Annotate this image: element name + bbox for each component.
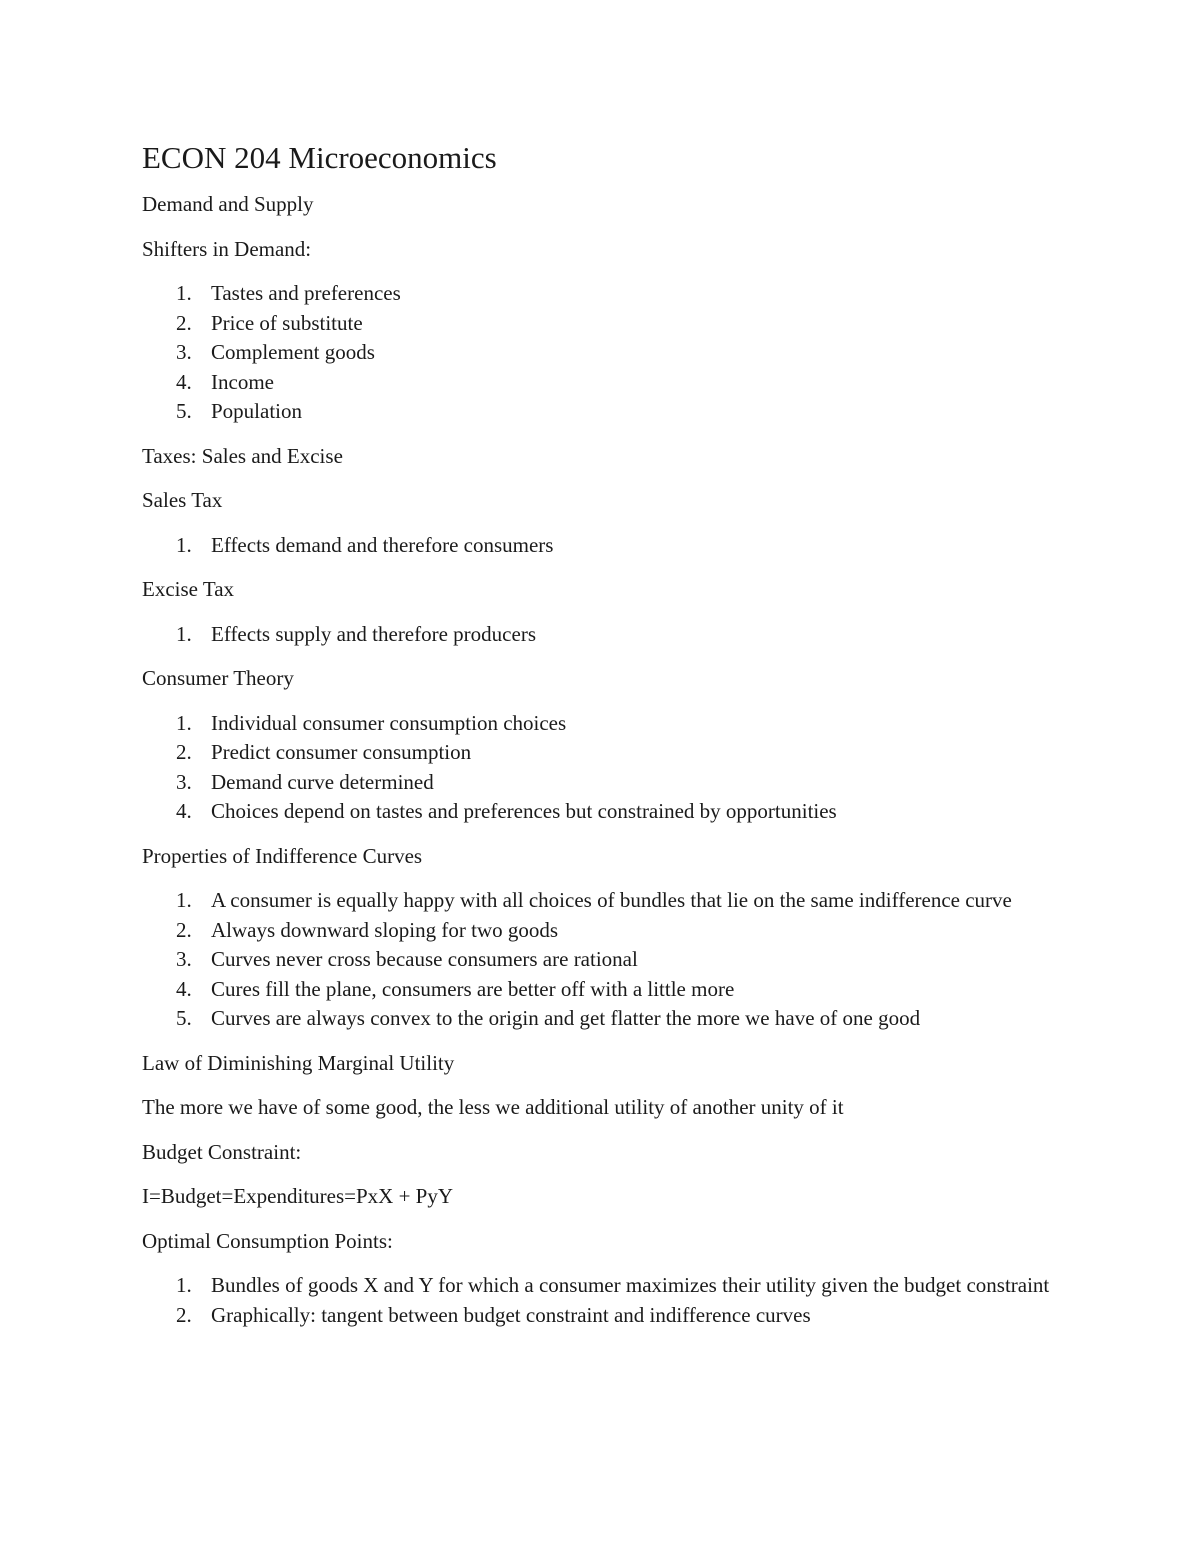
list-item-text: Income [211, 369, 274, 394]
list-item-number: 1. [176, 888, 192, 912]
paragraph: Properties of Indifference Curves [142, 843, 423, 868]
list-item-text: Tastes and preferences [211, 281, 401, 305]
list-item-number: 4. [176, 369, 192, 394]
list-item-text: Graphically: tangent between budget constraint and indifference curves [211, 1302, 811, 1327]
numbered-list [142, 620, 1062, 650]
list-item-number: 1. [176, 621, 192, 646]
list-item [142, 975, 1062, 1005]
list-item [142, 797, 1062, 827]
numbered-list [142, 531, 1062, 561]
list-item [142, 368, 1062, 398]
list-item [142, 768, 1062, 798]
list-item-text: Population [211, 399, 303, 423]
list-item [142, 916, 1062, 946]
paragraph: The more we have of some good, the less we additional utility of another unity of it [142, 1095, 844, 1119]
paragraph: Excise Tax [142, 577, 235, 601]
paragraph: Shifters in Demand: [142, 236, 312, 261]
list-item-number: 5. [176, 399, 192, 423]
numbered-list [142, 709, 1062, 827]
list-item-text: Individual consumer consumption choices [211, 710, 567, 735]
numbered-list [142, 279, 1062, 427]
list-item [142, 309, 1062, 339]
list-item-text: A consumer is equally happy with all choices of bundles that lie on the same indifference curve [211, 888, 1012, 912]
list-item-number: 3. [176, 340, 192, 364]
list-item-number: 5. [176, 1006, 192, 1030]
list-item-number: 2. [176, 917, 192, 942]
list-item-number: 4. [176, 799, 192, 823]
list-item-number: 2. [176, 740, 192, 764]
list-item-text: Curves never cross because consumers are rational [211, 947, 638, 971]
list-item [142, 279, 1062, 309]
list-item-number: 1. [176, 1273, 192, 1297]
list-item-number: 3. [176, 947, 192, 971]
paragraph: Taxes: Sales and Excise [142, 443, 343, 468]
list-item-text: Choices depend on tastes and preferences but constrained by opportunities [211, 799, 837, 823]
list-item-number: 1. [176, 710, 192, 735]
paragraph: Budget Constraint: [142, 1139, 302, 1164]
list-item-text: Always downward sloping for two goods [211, 917, 559, 942]
list-item [142, 1271, 1062, 1301]
list-item [142, 709, 1062, 739]
list-item [142, 886, 1062, 916]
document-body [142, 190, 1062, 1330]
paragraph: I=Budget=Expenditures=PxX + PyY [142, 1184, 454, 1208]
document-page [142, 136, 1062, 1345]
list-item-number: 3. [176, 769, 192, 794]
paragraph: Demand and Supply [142, 192, 314, 216]
list-item-text: Curves are always convex to the origin and get flatter the more we have of one good [211, 1006, 921, 1030]
document-title: ECON 204 Microeconomics [142, 140, 497, 175]
list-item [142, 397, 1062, 427]
list-item-number: 1. [176, 532, 192, 557]
list-item [142, 620, 1062, 650]
list-item-number: 1. [176, 281, 192, 305]
list-item-text: Effects demand and therefore consumers [211, 532, 554, 557]
list-item [142, 1301, 1062, 1331]
list-item [142, 531, 1062, 561]
list-item-text: Cures fill the plane, consumers are better off with a little more [211, 976, 735, 1001]
list-item [142, 738, 1062, 768]
list-item [142, 1004, 1062, 1034]
list-item-text: Complement goods [211, 340, 375, 364]
paragraph: Sales Tax [142, 488, 223, 512]
list-item-number: 2. [176, 310, 192, 335]
paragraph: Optimal Consumption Points: [142, 1228, 393, 1253]
list-item-text: Demand curve determined [211, 769, 434, 794]
list-item-text: Predict consumer consumption [211, 740, 472, 764]
list-item-text: Effects supply and therefore producers [211, 621, 536, 646]
list-item-text: Price of substitute [211, 310, 363, 335]
numbered-list [142, 1271, 1062, 1330]
list-item [142, 338, 1062, 368]
list-item-number: 4. [176, 976, 192, 1001]
paragraph: Consumer Theory [142, 666, 294, 690]
numbered-list [142, 886, 1062, 1034]
list-item [142, 945, 1062, 975]
paragraph: Law of Diminishing Marginal Utility [142, 1050, 455, 1075]
list-item-number: 2. [176, 1302, 192, 1327]
list-item-text: Bundles of goods X and Y for which a consumer maximizes their utility given the budget constraint [211, 1273, 1050, 1297]
